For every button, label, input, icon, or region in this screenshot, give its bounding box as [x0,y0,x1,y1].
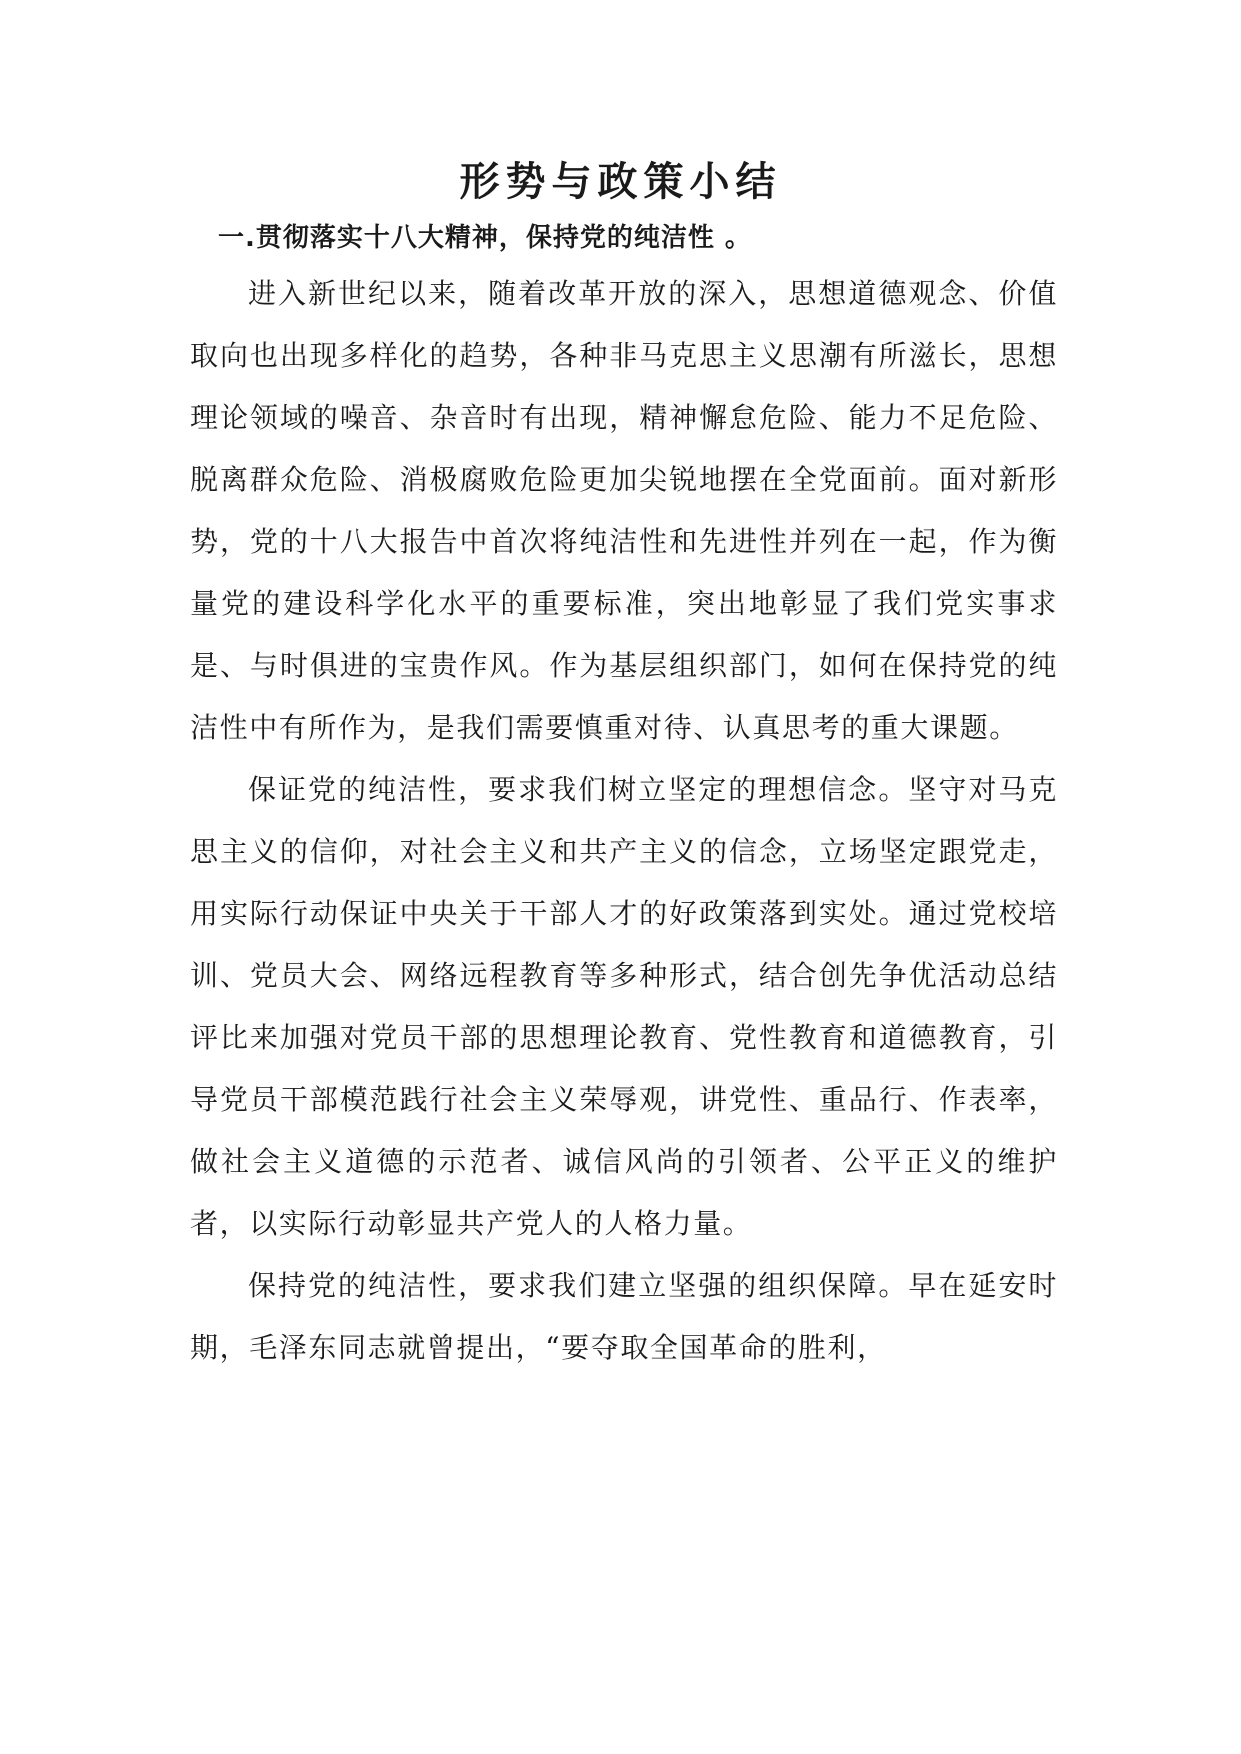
body-paragraph: 进入新世纪以来，随着改革开放的深入，思想道德观念、价值取向也出现多样化的趋势，各种非马克思主义思潮有所滋长，思想理论领域的噪音、杂音时有出现，精神懈怠危险、能力不足危险、脱离群众危险、消极腐败危险更加尖锐地摆在全党面前。面对新形势，党的十八大报告中首次将纯洁性和先进性并列在一起，作为衡量党的建设科学化水平的重要标准，突出地彰显了我们党实事求是、与时俱进的宝贵作风。作为基层组织部门，如何在保持党的纯洁性中有所作为，是我们需要慎重对待、认真思考的重大课题。 [190,277,1058,744]
body-paragraph: 保持党的纯洁性，要求我们建立坚强的组织保障。早在延安时期，毛泽东同志就曾提出，“要夺取全国革命的胜利， [190,1269,1058,1364]
document-body [190,263,1058,1379]
body-paragraph: 保证党的纯洁性，要求我们树立坚定的理想信念。坚守对马克思主义的信仰，对社会主义和共产主义的信念，立场坚定跟党走，用实际行动保证中央关于干部人才的好政策落到实处。通过党校培训、党员大会、网络远程教育等多种形式，结合创先争优活动总结评比来加强对党员干部的思想理论教育、党性教育和道德教育，引导党员干部模范践行社会主义荣辱观，讲党性、重品行、作表率，做社会主义道德的示范者、诚信风尚的引领者、公平正义的维护者，以实际行动彰显共产党人的人格力量。 [190,773,1058,1240]
section-heading: 一.贯彻落实十八大精神，保持党的纯洁性 。 [218,223,752,253]
document-title: 形势与政策小结 [459,159,782,205]
